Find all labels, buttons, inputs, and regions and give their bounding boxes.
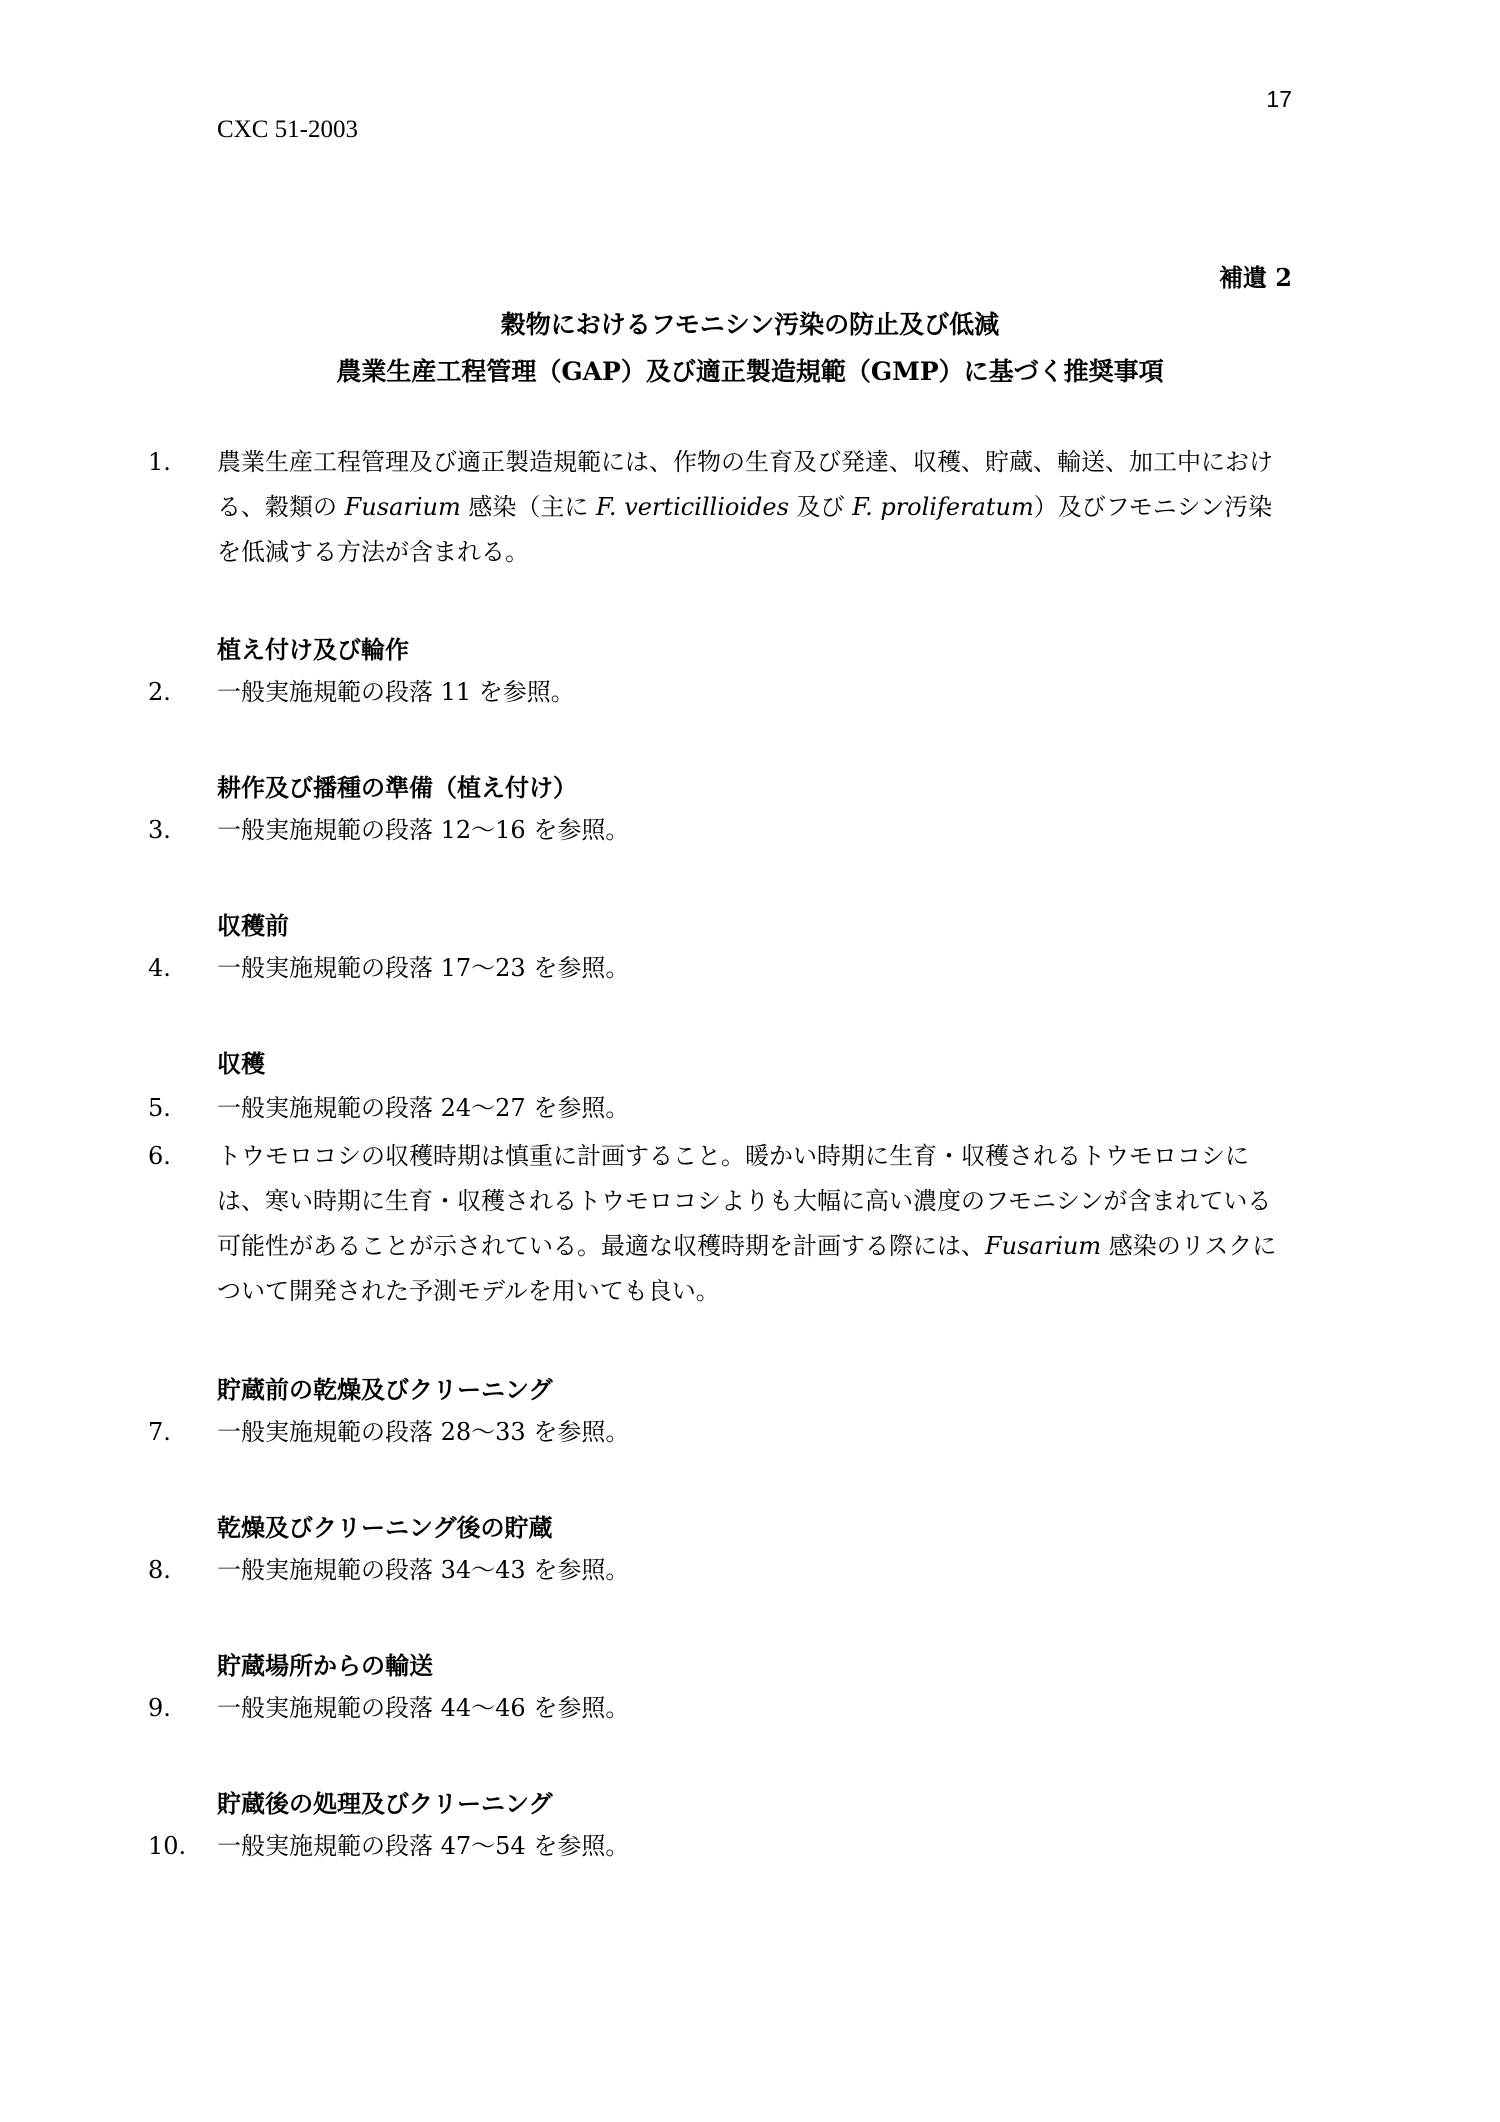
annex-subtitle: 農業生産工程管理（GAP）及び適正製造規範（GMP）に基づく推奨事項 [336, 357, 1164, 386]
paragraph-number: 7. [148, 1418, 171, 1446]
section-heading-harvest: 収穫 [217, 1049, 265, 1078]
paragraph-number: 9. [148, 1694, 171, 1722]
paragraph-number: 1. [148, 448, 171, 476]
section-heading-pre-storage-drying: 貯蔵前の乾燥及びクリーニング [217, 1375, 553, 1404]
paragraph-text: 一般実施規範の段落 44～46 を参照。 [217, 1694, 630, 1722]
paragraph-number: 8. [148, 1556, 171, 1584]
paragraph-text [217, 1134, 1293, 1314]
paragraph-number: 2. [148, 678, 171, 706]
paragraph-5 [148, 1086, 1293, 1131]
paragraph-text: 一般実施規範の段落 34～43 を参照。 [217, 1556, 630, 1584]
paragraph-1 [148, 440, 1293, 575]
paragraph-9 [148, 1686, 1293, 1731]
italic-term: Fusarium [985, 1232, 1102, 1260]
paragraph-4 [148, 946, 1293, 991]
paragraph-number: 4. [148, 954, 171, 982]
section-heading-tillage: 耕作及び播種の準備（植え付け） [217, 773, 577, 802]
paragraph-text: 一般実施規範の段落 28～33 を参照。 [217, 1418, 630, 1446]
text-segment: 及び [788, 493, 853, 521]
paragraph-2 [148, 670, 1293, 715]
section-heading-pre-harvest: 収穫前 [217, 911, 289, 940]
paragraph-number: 5. [148, 1094, 171, 1122]
text-segment: トウモロコシの収穫時期は慎重に計画すること。暖かい時期に生育・収穫されるトウモロコシには、寒い時期に生育・収穫されるトウモロコシよりも大幅に高い濃度のフモニシンが含まれている可能性があることが示されている。最適な収穫時期を計画する際には、 [217, 1142, 1272, 1260]
paragraph-text: 一般実施規範の段落 11 を参照。 [217, 678, 575, 706]
annex-label: 補遺 2 [1218, 263, 1292, 292]
paragraph-number: 3. [148, 816, 171, 844]
paragraph-text: 一般実施規範の段落 47～54 を参照。 [217, 1832, 630, 1860]
paragraph-7 [148, 1410, 1293, 1455]
document-code: CXC 51-2003 [217, 116, 358, 143]
page-number: 17 [1266, 86, 1292, 112]
text-segment: 感染のリスクについて開発された予測モデルを用いても良い。 [217, 1232, 1277, 1305]
italic-term: F. proliferatum [852, 493, 1034, 521]
paragraph-text: 一般実施規範の段落 17～23 を参照。 [217, 954, 630, 982]
paragraph-8 [148, 1548, 1293, 1593]
paragraph-number: 6. [148, 1142, 171, 1170]
paragraph-6 [148, 1134, 1293, 1314]
paragraph-text [217, 440, 1293, 575]
annex-title: 穀物におけるフモニシン汚染の防止及び低減 [500, 310, 1000, 339]
paragraph-number: 10. [148, 1832, 187, 1860]
text-segment: ）及びフモニシン汚染を低減する方法が含まれる。 [217, 493, 1273, 566]
paragraph-text: 一般実施規範の段落 12～16 を参照。 [217, 816, 630, 844]
paragraph-10 [148, 1824, 1293, 1869]
paragraph-text: 一般実施規範の段落 24～27 を参照。 [217, 1094, 630, 1122]
text-segment: 農業生産工程管理及び適正製造規範には、作物の生育及び発達、収穫、貯蔵、輸送、加工中における、穀類の [217, 448, 1273, 521]
italic-term: F. verticillioides [596, 493, 789, 521]
section-heading-post-drying-storage: 乾燥及びクリーニング後の貯蔵 [217, 1513, 553, 1542]
section-heading-transport: 貯蔵場所からの輸送 [217, 1651, 433, 1680]
section-heading-planting: 植え付け及び輪作 [217, 635, 409, 664]
text-segment: 感染（主に [460, 493, 597, 521]
section-heading-post-storage-processing: 貯蔵後の処理及びクリーニング [217, 1789, 553, 1818]
italic-term: Fusarium [344, 493, 461, 521]
paragraph-3 [148, 808, 1293, 853]
